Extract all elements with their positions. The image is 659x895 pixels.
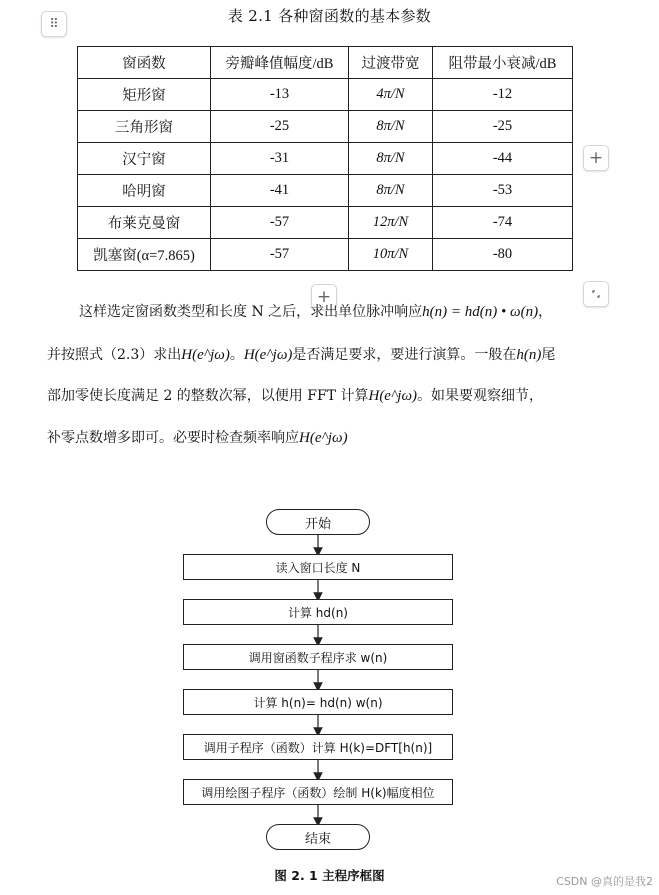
paragraph-line-4: 补零点数增多即可。必要时检查频率响应H(e^jω) [47, 430, 348, 446]
formula: H(e^jω) [181, 347, 230, 363]
table-row [78, 207, 573, 239]
table-cell: 三角形窗 [78, 111, 211, 143]
table-row [78, 239, 573, 271]
table-row [78, 111, 573, 143]
table-cell: 布莱克曼窗 [78, 207, 211, 239]
figure-caption: 图 2. 1 主程序框图 [274, 868, 385, 883]
table-cell: -31 [211, 143, 349, 175]
table-cell: -41 [211, 175, 349, 207]
column-header: 旁瓣峰值幅度/dB [211, 47, 349, 79]
formula: H(e^jω) [368, 388, 418, 404]
table-cell: 矩形窗 [78, 79, 211, 111]
table-cell: -25 [433, 111, 573, 143]
table-cell: 哈明窗 [78, 175, 211, 207]
formula: H(e^jω) [243, 347, 293, 363]
table-cell: 8π/N [349, 175, 433, 207]
table-cell: 凯塞窗(α=7.865) [78, 239, 211, 271]
watermark: CSDN @真的是我2 [556, 875, 653, 888]
drag-handle-icon[interactable]: ⠿ [41, 11, 67, 37]
table-cell: 汉宁窗 [78, 143, 211, 175]
table-cell: -57 [211, 239, 349, 271]
table-cell: 12π/N [349, 207, 433, 239]
flowchart-step: 调用绘图子程序（函数）绘制 H(k)幅度相位 [183, 779, 453, 805]
column-header: 阻带最小衰减/dB [433, 47, 573, 79]
table-cell: 8π/N [349, 143, 433, 175]
flowchart-step: 调用窗函数子程序求 w(n) [183, 644, 453, 670]
table-header-row [78, 47, 573, 79]
column-header: 过渡带宽 [349, 47, 433, 79]
table-cell: -44 [433, 143, 573, 175]
flowchart-step: 计算 hd(n) [183, 599, 453, 625]
add-column-icon[interactable]: + [583, 145, 609, 171]
add-row-icon[interactable]: + [311, 284, 337, 310]
window-parameters-table [77, 46, 573, 271]
table-cell: 8π/N [349, 111, 433, 143]
formula: h(n) [516, 347, 542, 363]
table-row [78, 79, 573, 111]
table-cell: 10π/N [349, 239, 433, 271]
flowchart-end: 结束 [266, 824, 370, 850]
column-header: 窗函数 [78, 47, 211, 79]
flowchart-step: 计算 h(n)= hd(n) w(n) [183, 689, 453, 715]
paragraph-line-1: 这样选定窗函数类型和长度 N 之后，求出单位脉冲响应h(n) = hd(n) • ω(n)， [79, 304, 553, 320]
table-cell: -25 [211, 111, 349, 143]
flowchart-step: 调用子程序（函数）计算 H(k)=DFT[h(n)] [183, 734, 453, 760]
table-row [78, 143, 573, 175]
paragraph-line-3: 部加零使长度满足 2 的整数次幂，以便用 FFT 计算H(e^jω)。如果要观察细节， [47, 388, 544, 404]
table-cell: -80 [433, 239, 573, 271]
paragraph-line-2: 并按照式（2.3）求出H(e^jω)。H(e^jω)是否满足要求，要进行演算。一般在h(n)尾 [47, 347, 556, 363]
flowchart-start: 开始 [266, 509, 370, 535]
table-cell: 4π/N [349, 79, 433, 111]
table-cell: -12 [433, 79, 573, 111]
formula: h(n) = hd(n) • ω(n) [422, 304, 539, 320]
formula: H(e^jω) [299, 430, 348, 446]
table-caption: 表 2.1 各种窗函数的基本参数 [227, 7, 432, 25]
table-cell: -13 [211, 79, 349, 111]
table-cell: -57 [211, 207, 349, 239]
table-cell: -53 [433, 175, 573, 207]
table-cell: -74 [433, 207, 573, 239]
table-row [78, 175, 573, 207]
flowchart-step: 读入窗口长度 N [183, 554, 453, 580]
